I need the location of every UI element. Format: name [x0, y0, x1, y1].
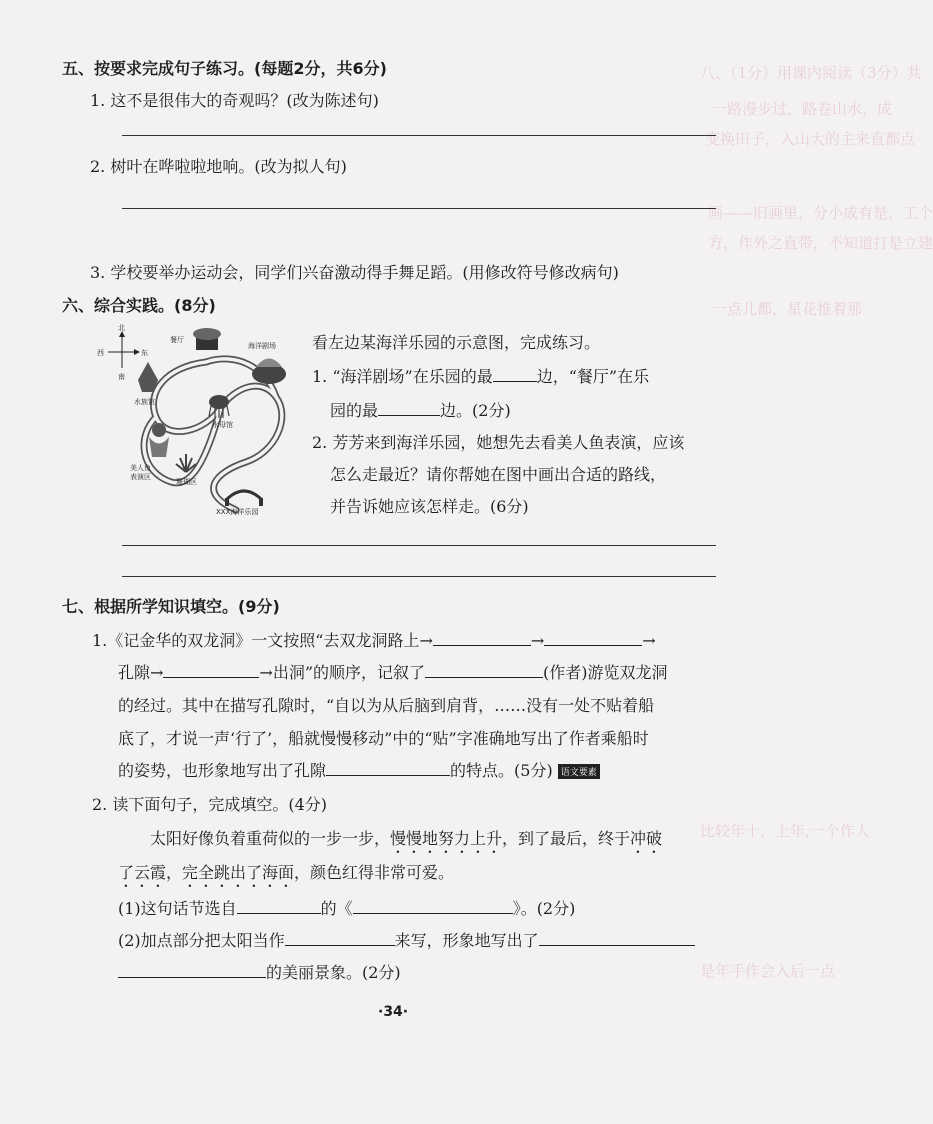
- answer-line[interactable]: [122, 135, 716, 136]
- blank-source-title[interactable]: [353, 897, 513, 914]
- s7-q2-title: 2. 读下面句子，完成填空。(4分): [92, 795, 328, 814]
- compass-north: 北: [118, 324, 125, 332]
- bleed-text: 方，作外之直带，不知道打是立建: [708, 234, 933, 252]
- s7-q1-line-3: 的经过。其中在描写孔隙时，“自以为从后脑到肩背，……没有一处不贴着船: [118, 696, 655, 715]
- bleed-text: 画——旧画里，分小成有是，工个: [708, 204, 933, 222]
- bleed-text: 变换田子，入山大的主来直都点: [705, 130, 916, 148]
- s7-q1-line-1: 1.《记金华的双龙洞》一文按照“去双龙洞路上→ → →: [92, 631, 656, 650]
- answer-line[interactable]: [122, 545, 716, 546]
- s7-q2-part-2: (2)加点部分把太阳当作 来写，形象地写出了: [118, 928, 695, 951]
- section-6-title: 六、综合实践。(8分): [62, 296, 216, 315]
- s7-q1-line-4: 底了，才说一声‘行了’，船就慢慢移动”中的“贴”字准确地写出了作者乘船时: [118, 729, 649, 748]
- s7-q1-line-5: 的姿势，也形象地写出了孔隙 的特点。(5分) 语文要素: [118, 758, 600, 781]
- theater-icon: [252, 359, 286, 385]
- map-label-aquarium: 水族馆: [134, 398, 155, 406]
- bleed-text: 八、（1分）用课内阅读（3分）共: [700, 64, 922, 82]
- blank-scene-2[interactable]: [118, 961, 266, 978]
- s5-question-2: 2. 树叶在哗啦啦地响。(改为拟人句): [90, 157, 347, 176]
- s5-question-3: 3. 学校要举办运动会，同学们兴奋激动得手舞足蹈。(用修改符号修改病句): [90, 263, 619, 282]
- s6-intro: 看左边某海洋乐园的示意图，完成练习。: [312, 333, 601, 352]
- map-label-restaurant: 餐厅: [170, 336, 184, 344]
- blank-restaurant-direction[interactable]: [378, 399, 440, 416]
- s5-question-1: 1. 这不是很伟大的奇观吗？(改为陈述句): [90, 91, 379, 110]
- s7-q2-part-1: (1)这句话节选自 的《 》。(2分): [118, 899, 576, 918]
- compass-west: 西: [97, 349, 104, 357]
- blank-author[interactable]: [425, 661, 543, 678]
- map-label-mermaid-2: 表演区: [130, 473, 151, 481]
- bleed-text: 一路漫步过，路卷山水，成: [712, 100, 893, 118]
- s6-question-2-line-3: 并告诉她应该怎样走。(6分): [330, 497, 529, 516]
- s7-q2-sentence-line-1: 太阳好像负着重荷似的一步一步，慢慢地努力上升，到了最后，终于冲破: [150, 829, 663, 848]
- page-number: ·34·: [378, 1004, 409, 1020]
- blank-theater-direction[interactable]: [493, 365, 537, 382]
- section-5-title: 五、按要求完成句子练习。(每题2分，共6分): [62, 59, 387, 78]
- s6-question-2-line-1: 2. 芳芳来到海洋乐园，她想先去看美人鱼表演，应该: [312, 433, 685, 452]
- restaurant-icon: [193, 328, 221, 350]
- s6-question-1-line-2: 园的最 边。(2分): [330, 401, 511, 420]
- bleed-text: 比较年十，上年,一个作人: [700, 822, 870, 840]
- answer-line[interactable]: [122, 576, 716, 577]
- s7-q2-part-2-cont: 的美丽景象。(2分): [118, 960, 401, 983]
- s6-question-2-line-2: 怎么走最近？请你帮她在图中画出合适的路线，: [330, 465, 667, 484]
- bleed-text: 是年手作会入后一点: [700, 962, 836, 980]
- blank-route-1[interactable]: [433, 629, 531, 646]
- compass-south: 南: [118, 373, 125, 381]
- map-label-jellyfish: 水母馆: [212, 421, 233, 429]
- s6-question-1-line-1: 1. “海洋剧场”在乐园的最 边，“餐厅”在乐: [312, 367, 650, 386]
- map-label-entrance: XXX海洋乐园: [216, 508, 259, 516]
- language-element-badge: 语文要素: [558, 764, 600, 779]
- compass-icon: [97, 323, 148, 381]
- map-label-theater: 海洋剧场: [248, 342, 276, 350]
- map-label-coral: 珊瑚区: [176, 478, 197, 486]
- blank-route-2[interactable]: [544, 629, 642, 646]
- blank-scene-1[interactable]: [539, 929, 695, 946]
- s7-q1-line-2: 孔隙→ →出洞”的顺序，记叙了 (作者)游览双龙洞: [118, 663, 668, 682]
- map-label-mermaid-1: 美人鱼: [130, 464, 151, 472]
- blank-gap-feature[interactable]: [326, 759, 450, 776]
- blank-personification[interactable]: [285, 929, 395, 946]
- section-7-title: 七、根据所学知识填空。(9分): [62, 597, 280, 616]
- blank-source-author[interactable]: [237, 897, 321, 914]
- aquarium-icon: [138, 362, 158, 392]
- blank-route-3[interactable]: [163, 661, 259, 678]
- park-map: [86, 322, 298, 518]
- bleed-text: 一点儿都，星花推着那: [712, 300, 863, 318]
- answer-line[interactable]: [122, 208, 716, 209]
- compass-east: 东: [141, 349, 148, 357]
- s7-q2-sentence-line-2: 了云霞，完全跳出了海面，颜色红得非常可爱。: [118, 863, 455, 882]
